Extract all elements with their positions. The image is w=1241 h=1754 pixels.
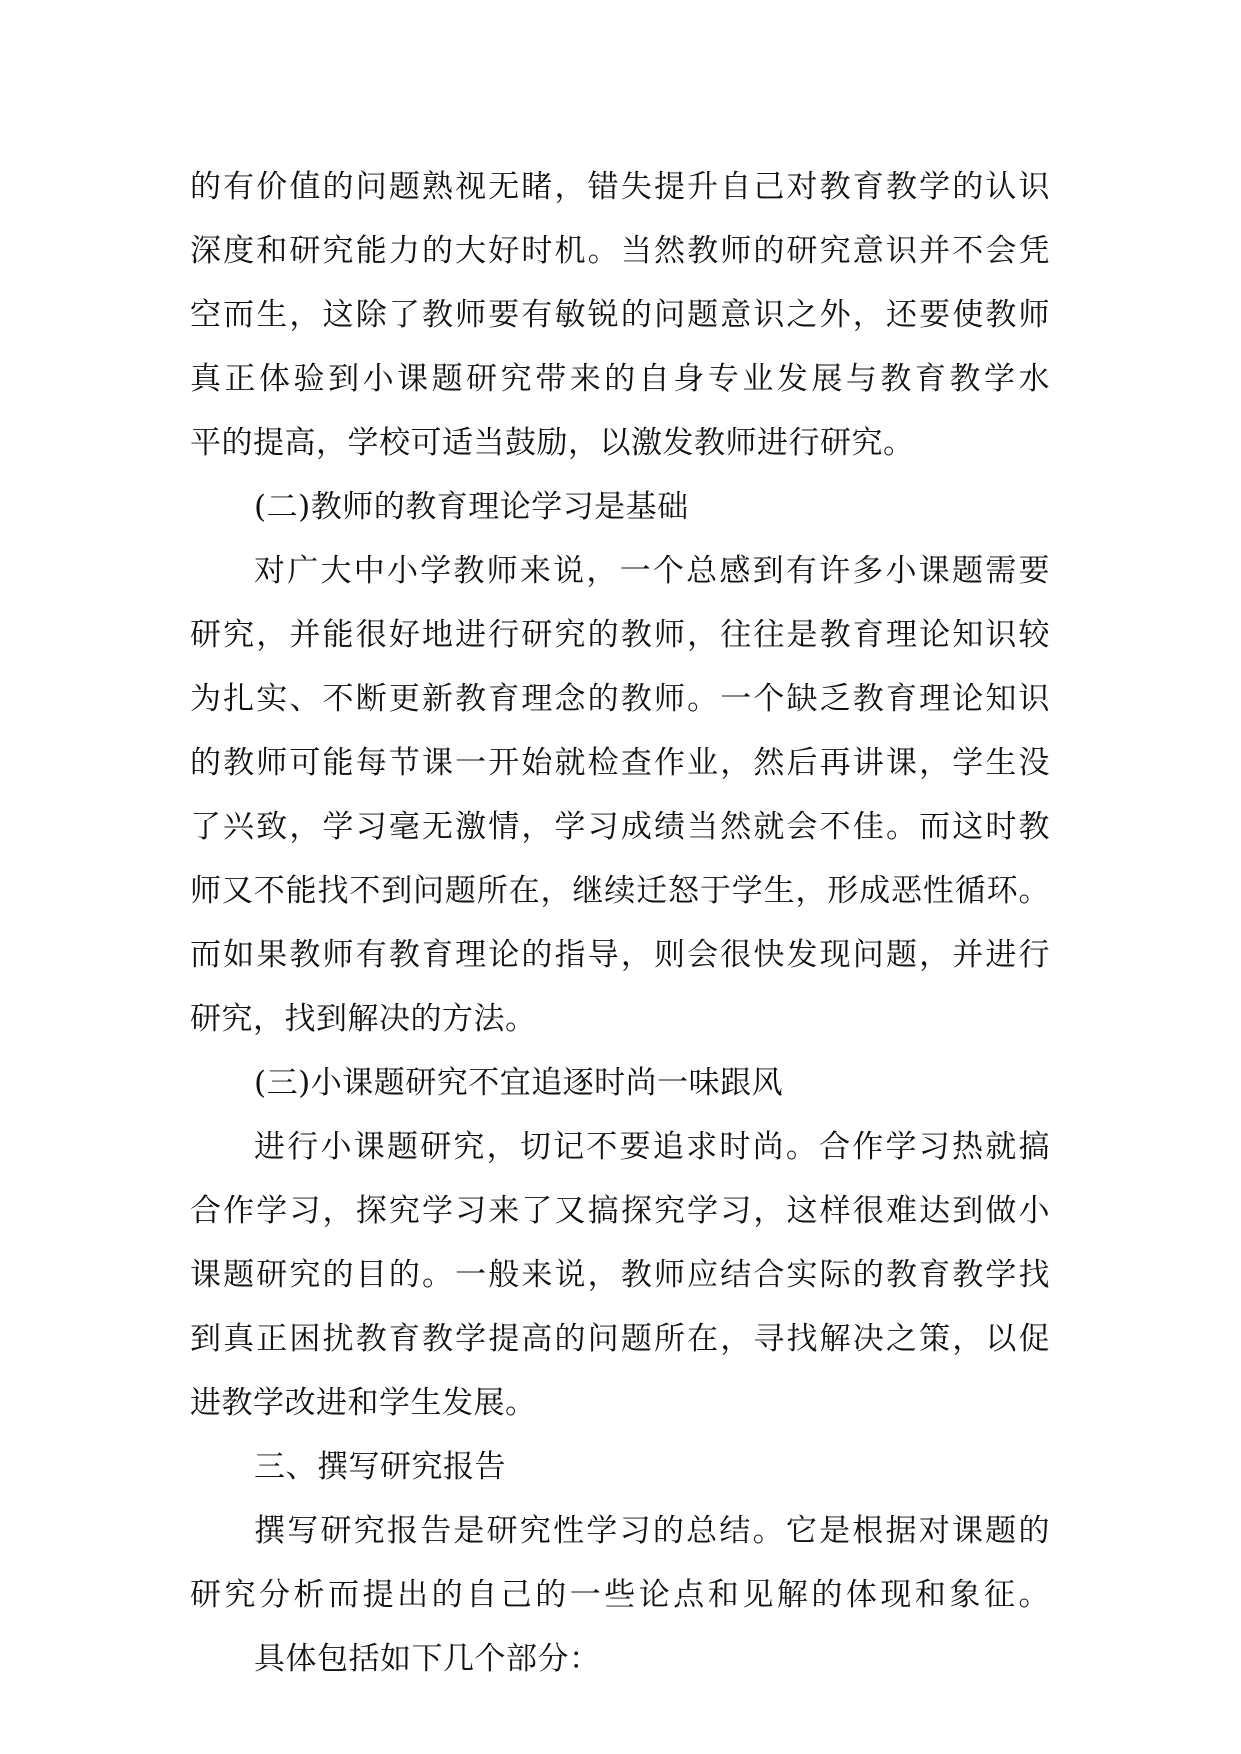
text-line: 平的提高，学校可适当鼓励，以激发教师进行研究。 xyxy=(190,425,915,461)
text-line: 师又不能找不到问题所在，继续迁怒于学生，形成恶性循环。 xyxy=(190,873,1050,909)
text-line: 研究，并能很好地进行研究的教师，往往是教育理论知识较 xyxy=(190,617,1050,653)
text-line: 课题研究的目的。一般来说，教师应结合实际的教育教学找 xyxy=(190,1257,1050,1293)
section-heading: 三、撰写研究报告 xyxy=(254,1449,506,1485)
text-line: 的教师可能每节课一开始就检查作业，然后再讲课，学生没 xyxy=(190,745,1050,781)
text-line: 具体包括如下几个部分： xyxy=(254,1641,601,1677)
section-heading: (二)教师的教育理论学习是基础 xyxy=(254,489,689,525)
text-line: 的有价值的问题熟视无睹，错失提升自己对教育教学的认识 xyxy=(190,169,1050,205)
text-line: 了兴致，学习毫无激情，学习成绩当然就会不佳。而这时教 xyxy=(190,809,1050,845)
text-line: 深度和研究能力的大好时机。当然教师的研究意识并不会凭 xyxy=(190,233,1050,269)
text-line: 到真正困扰教育教学提高的问题所在，寻找解决之策，以促 xyxy=(190,1321,1050,1357)
text-line: 合作学习，探究学习来了又搞探究学习，这样很难达到做小 xyxy=(190,1193,1050,1229)
text-line: 而如果教师有教育理论的指导，则会很快发现问题，并进行 xyxy=(190,937,1050,973)
text-line: 撰写研究报告是研究性学习的总结。它是根据对课题的 xyxy=(254,1513,1050,1549)
text-line: 进教学改进和学生发展。 xyxy=(190,1385,537,1421)
text-line: 研究分析而提出的自己的一些论点和见解的体现和象征。 xyxy=(190,1577,1050,1613)
text-line: 研究，找到解决的方法。 xyxy=(190,1001,537,1037)
text-line: 真正体验到小课题研究带来的自身专业发展与教育教学水 xyxy=(190,361,1050,397)
text-line: 空而生，这除了教师要有敏锐的问题意识之外，还要使教师 xyxy=(190,297,1050,333)
document-body xyxy=(190,155,1050,1691)
text-line: 对广大中小学教师来说，一个总感到有许多小课题需要 xyxy=(254,553,1050,589)
section-heading: (三)小课题研究不宜追逐时尚一味跟风 xyxy=(254,1065,784,1101)
text-line: 为扎实、不断更新教育理念的教师。一个缺乏教育理论知识 xyxy=(190,681,1050,717)
text-line: 进行小课题研究，切记不要追求时尚。合作学习热就搞 xyxy=(254,1129,1050,1165)
